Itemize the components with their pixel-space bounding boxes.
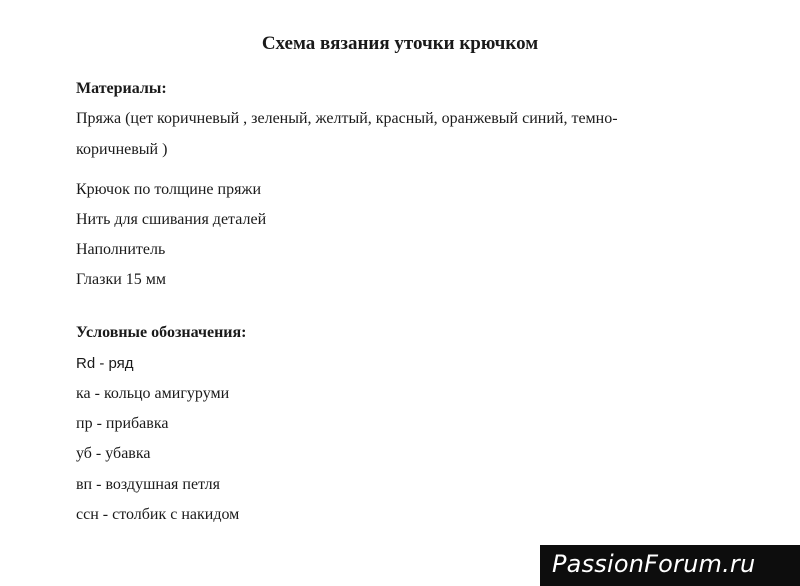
materials-item-hook: Крючок по толщине пряжи [76, 181, 262, 198]
materials-item-filler: Наполнитель [76, 241, 166, 258]
document-title: Схема вязания уточки крючком [261, 33, 539, 54]
watermark-text: PassionForum.ru [552, 550, 756, 578]
materials-heading: Материалы: [76, 80, 167, 97]
legend-item-rd: Rd - ряд [76, 355, 134, 372]
materials-yarn-line-1: Пряжа (цет коричневый , зеленый, желтый, красный, оранжевый синий, темно- [76, 110, 618, 127]
materials-yarn-line-2: коричневый ) [76, 141, 168, 158]
legend-item-vp: вп - воздушная петля [76, 476, 221, 493]
legend-item-ssn: ссн - столбик с накидом [76, 506, 240, 523]
legend-item-pr: пр - прибавка [76, 415, 169, 432]
legend-heading: Условные обозначения: [76, 324, 247, 341]
legend-item-ka: ка - кольцо амигуруми [76, 385, 230, 402]
legend-item-ub: уб - убавка [76, 445, 151, 462]
materials-item-eyes: Глазки 15 мм [76, 271, 167, 288]
materials-item-thread: Нить для сшивания деталей [76, 211, 267, 228]
